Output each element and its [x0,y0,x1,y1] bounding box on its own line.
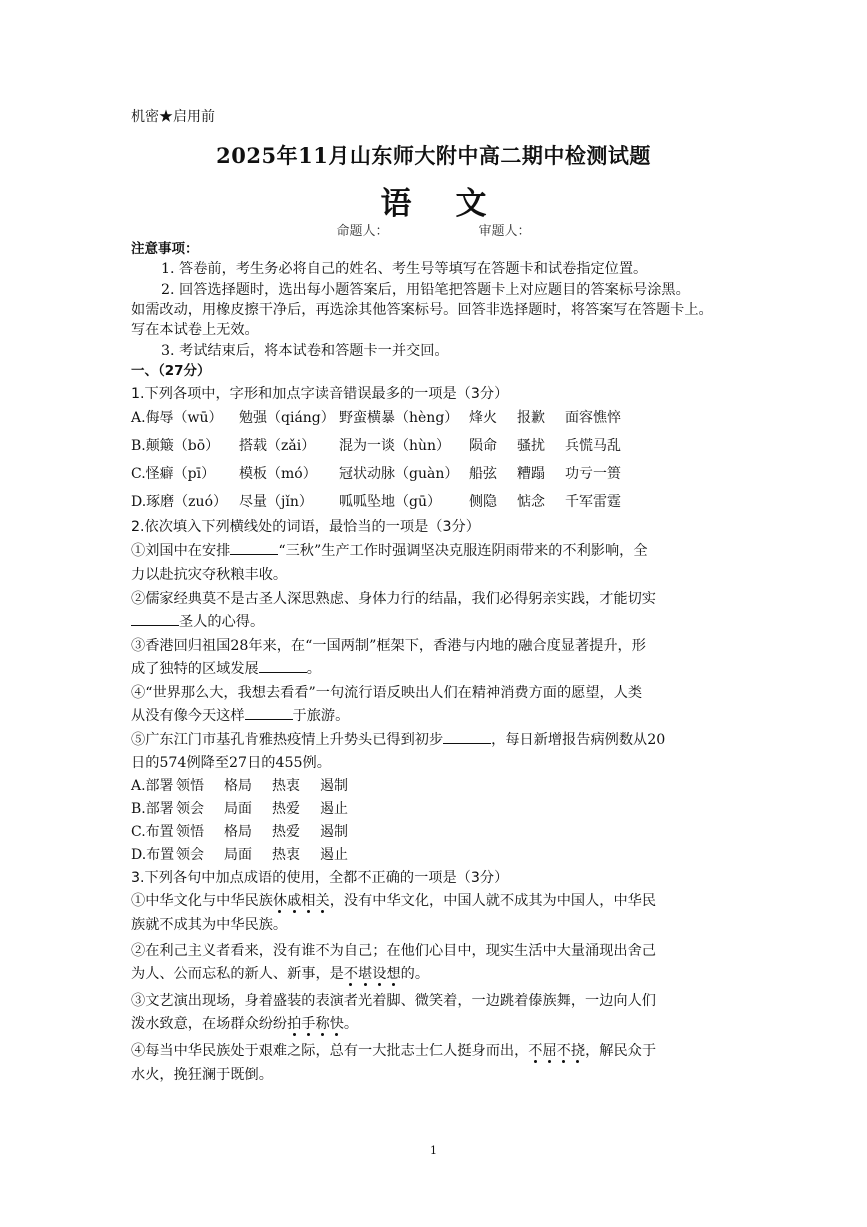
q2-c-1: C.布置 [131,824,174,840]
q1-d-5: 惦念 [517,494,545,510]
confidential-label: 机密★启用前 [131,109,215,125]
note-2-line-1: 2. 回答选择题时，选出每小题答案后，用铅笔把答题卡上对应题目的答案标号涂黑。 [161,282,690,298]
q3-stem: 3.下列各句中加点成语的使用，全都不正确的一项是（3分） [131,870,509,886]
emphasis-char: 屈 [542,1043,557,1059]
q1-a-4: 烽火 [469,410,497,426]
q3-sentence-1-line-1 [131,892,741,910]
q1-b-3: 混为一谈（hùn） [339,438,451,454]
q2-d-2: 领会 [176,847,204,863]
author-line [0,220,867,239]
q2-b-5: 遏止 [320,801,348,817]
q2-s4-text-c: 于旅游。 [292,708,350,724]
q1-c-3: 冠状动脉（guàn） [339,466,459,482]
q2-s4-text-b: 从没有像今天这样 [131,708,245,724]
q2-d-4: 热衷 [272,847,300,863]
q2-s1-text-a: ①刘国中在安排 [131,543,231,559]
q1-option-b [131,437,665,455]
q3-idiom-2 [344,966,401,982]
q2-b-1: B.部署 [131,801,174,817]
q1-a-3: 野蛮横暴（hèng） [339,410,459,426]
q3-idiom-4 [528,1043,585,1059]
emphasis-char: 拍 [287,1016,302,1032]
q3-s2-text-b: 为人、公而忘私的新人、新事，是 [131,966,344,982]
q3-s3-text-b: 泼水致意，在场群众纷纷 [131,1016,288,1032]
q1-a-6: 面容憔悴 [565,410,621,426]
subject-title [0,178,867,223]
q3-sentence-3-line-1: ③文艺演出现场，身着盛装的表演者光着脚、微笑着，一边跳着傣族舞，一边向人们 [131,993,656,1009]
note-3: 3. 考试结束后，将本试卷和答题卡一并交回。 [161,343,449,359]
exam-title: 2025年11月山东师大附中高二期中检测试题 [216,143,651,168]
q2-d-5: 遏止 [320,847,348,863]
section-1-title: 一、（27分） [131,363,211,379]
q2-d-1: D.布置 [131,847,175,863]
q3-s4-text-a: ④每当中华民族处于艰难之际，总有一大批志士仁人挺身而出， [131,1043,529,1059]
q2-a-5: 遏制 [320,778,348,794]
q2-sentence-2-line-1: ②儒家经典莫不是古圣人深思熟虑、身体力行的结晶，我们必得躬亲实践，才能切实 [131,591,656,607]
q2-option-d [131,846,368,864]
note-1: 1. 答卷前，考生务必将自己的姓名、考生号等填写在答题卡和试卷指定位置。 [161,261,648,277]
q1-d-2: 尽量（jǐn） [239,494,313,510]
answer-blank [245,707,293,720]
q1-c-6: 功亏一篑 [565,466,621,482]
note-2-line-3: 写在本试卷上无效。 [131,322,259,338]
emphasis-char: 快 [329,1016,344,1032]
q2-s1-text-b: “三秋”生产工作时强调坚决克服连阴雨带来的不利影响，全 [278,543,648,559]
emphasis-char: 戚 [287,893,302,909]
subject-char-2: 文 [455,186,487,222]
q3-s2-text-c: 的。 [400,966,430,982]
q2-s3-text-b: 成了独特的区域发展 [131,661,259,677]
q3-s4-text-b: ，解民众于 [585,1043,657,1059]
q2-s5-text-a: ⑤广东江门市基孔肯雅热疫情上升势头已得到初步 [131,732,444,748]
q1-c-1: C.怪癖（pī） [131,466,216,482]
q2-c-2: 领悟 [176,824,204,840]
subject-char-1: 语 [380,186,412,222]
q1-option-a [131,409,665,427]
q2-sentence-3-line-1: ③香港回归祖国28年来，在“一国两制”框架下，香港与内地的融合度显著提升，形 [131,638,646,654]
emphasis-char: 设 [372,966,387,982]
answer-blank [230,542,278,555]
q1-d-6: 千军雷霆 [565,494,621,510]
q3-s1-text-b: ，没有中华文化，中国人就不成其为中国人，中华民 [329,893,657,909]
answer-blank [131,613,179,626]
q1-stem: 1.下列各项中，字形和加点字读音错误最多的一项是（3分） [131,386,509,402]
q2-a-2: 领悟 [176,778,204,794]
q1-d-4: 侧隐 [469,494,497,510]
q2-sentence-5-line-2: 日的574例降至27日的455例。 [131,755,331,771]
reviewer-label: 审题人： [478,224,531,239]
q2-a-4: 热衷 [272,778,300,794]
q1-c-4: 船弦 [469,466,497,482]
q3-idiom-3 [287,1016,344,1032]
q2-sentence-3-line-2 [131,660,741,678]
q3-sentence-4-line-2: 水火，挽狂澜于既倒。 [131,1067,273,1083]
q1-a-1: A.侮辱（wū） [131,410,223,426]
q3-s3-text-c: 。 [343,1016,359,1032]
q1-b-6: 兵慌马乱 [565,438,621,454]
q2-stem: 2.依次填入下列横线处的词语，最恰当的一项是（3分） [131,519,480,535]
q1-option-d [131,493,665,511]
q2-b-3: 局面 [224,801,252,817]
q2-sentence-5-line-1 [131,731,741,749]
page-number: 1 [430,1144,437,1157]
emphasis-char: 挠 [570,1043,586,1059]
emphasis-char: 想 [386,966,401,982]
q3-s1-text-a: ①中华文化与中华民族 [131,893,273,909]
q2-c-4: 热爱 [272,824,300,840]
emphasis-char: 休 [272,893,288,909]
q2-b-2: 领会 [176,801,204,817]
emphasis-char: 手 [301,1016,316,1032]
q2-d-3: 局面 [224,847,252,863]
q2-option-b [131,800,368,818]
notes-title: 注意事项： [131,241,199,257]
q1-b-4: 陨命 [469,438,497,454]
q2-a-3: 格局 [224,778,252,794]
q2-sentence-4-line-1: ④“世界那么大，我想去看看”一句流行语反映出人们在精神消费方面的愿望，人类 [131,685,643,701]
emphasis-char: 称 [315,1016,330,1032]
q1-c-5: 糟蹋 [517,466,545,482]
emphasis-char: 不 [528,1043,543,1059]
emphasis-char: 不 [556,1043,571,1059]
q2-s3-text-c: 。 [306,661,321,677]
q2-s2-text-b: 圣人的心得。 [179,614,265,630]
emphasis-char: 堪 [358,966,373,982]
q1-d-1: D.琢磨（zuó） [131,494,227,510]
q2-option-a [131,777,368,795]
q2-sentence-1-line-1 [131,542,741,560]
q2-s5-text-b: ，每日新增报告病例数从20 [491,732,666,748]
emphasis-char: 关 [315,893,330,909]
q1-c-2: 模板（mó） [239,466,317,482]
emphasis-char: 相 [301,893,316,909]
q3-sentence-2-line-2 [131,965,741,983]
q3-sentence-1-line-2: 族就不成其为中华民族。 [131,917,288,933]
q2-option-c [131,823,368,841]
q1-option-c [131,465,665,483]
q1-b-2: 搭载（zǎi） [239,438,316,454]
q1-d-3: 呱呱坠地（gū） [339,494,441,510]
q2-sentence-4-line-2 [131,707,741,725]
answer-blank [443,731,491,744]
answer-blank [259,660,307,673]
q2-sentence-1-line-2: 力以赴抗灾夺秋粮丰收。 [131,567,288,583]
q2-c-5: 遏制 [320,824,348,840]
author-label: 命题人： [336,224,389,239]
q1-b-1: B.颠簸（bō） [131,438,220,454]
note-2-line-2: 如需改动，用橡皮擦干净后，再选涂其他答案标号。回答非选择题时，将答案写在答题卡上。 [131,302,713,318]
q2-sentence-2-line-2 [131,613,741,631]
emphasis-char: 不 [343,966,359,982]
q3-sentence-3-line-2 [131,1015,741,1033]
q1-b-5: 骚扰 [517,438,545,454]
q3-sentence-2-line-1: ②在利己主义者看来，没有谁不为自己；在他们心目中，现实生活中大量涌现出舍己 [131,943,656,959]
q3-idiom-1 [273,893,330,909]
q1-a-5: 报歉 [517,410,545,426]
q2-b-4: 热爱 [272,801,300,817]
q3-sentence-4-line-1 [131,1042,741,1060]
q2-a-1: A.部署 [131,778,174,794]
q2-c-3: 格局 [224,824,252,840]
q1-a-2: 勉强（qiáng） [239,410,335,426]
